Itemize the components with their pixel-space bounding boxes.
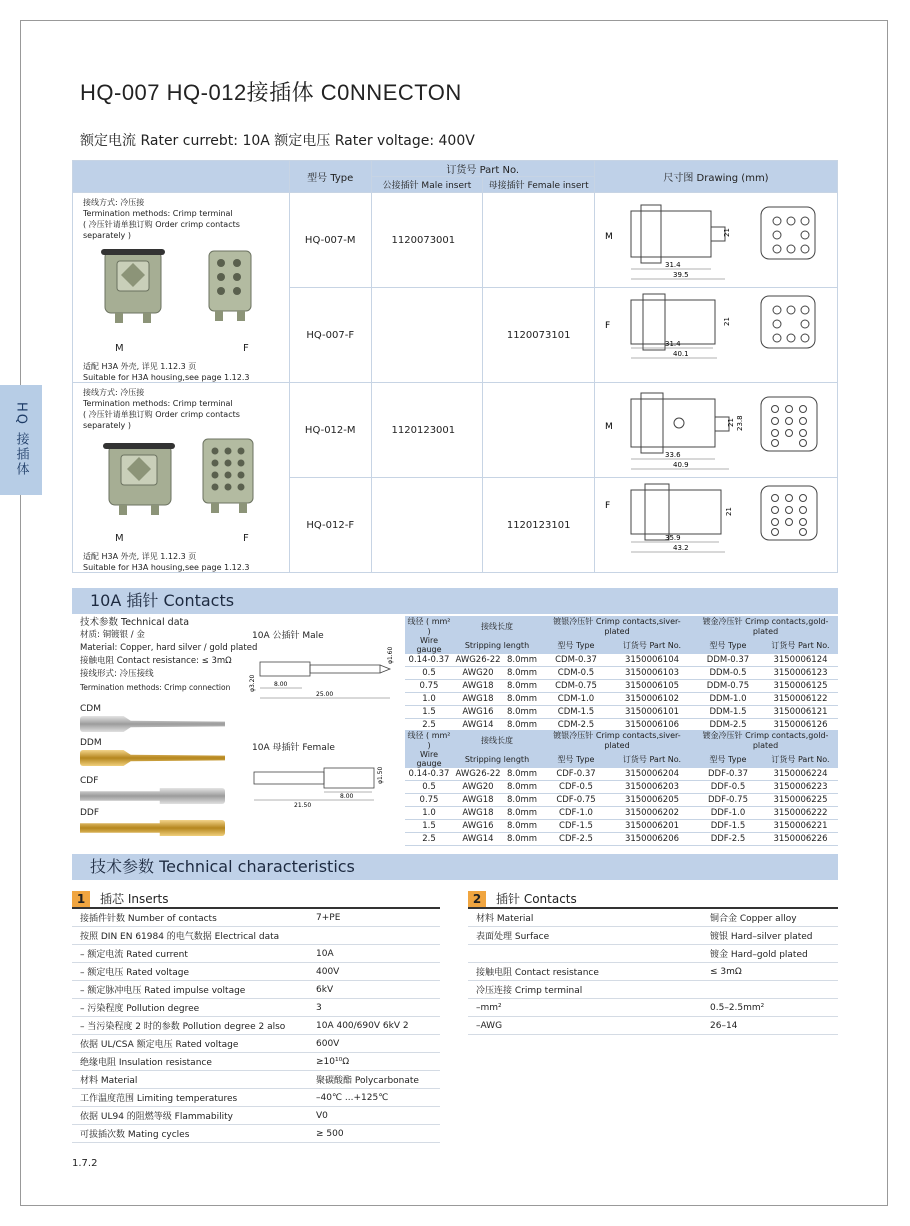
spec-row xyxy=(72,1125,440,1143)
contact-cell: 3150006224 xyxy=(763,768,838,781)
female-pin-drawing xyxy=(244,752,404,808)
male-drawing-title: 10A 公插针 Male xyxy=(252,631,324,641)
spec-label: 绝缘电阻 Insulation resistance xyxy=(72,1053,308,1071)
contact-cell: 3150006222 xyxy=(763,807,838,820)
contact-cell: DDM-0.75 xyxy=(693,680,763,693)
header-blank xyxy=(73,161,290,193)
male-part-cell xyxy=(371,288,483,383)
spec-label: 工作温度范围 Limiting temperatures xyxy=(72,1089,308,1107)
male-part-cell xyxy=(371,478,483,573)
contact-cell: 8.0mm xyxy=(503,706,541,719)
spec-row xyxy=(72,1017,440,1035)
inserts-table xyxy=(72,909,440,1143)
contact-cell: 0.75 xyxy=(405,680,453,693)
contact-cell: AWG18 xyxy=(453,807,503,820)
contact-cell: 8.0mm xyxy=(503,781,541,794)
contact-cell: DDF-1.0 xyxy=(693,807,763,820)
svg-text:8.00: 8.00 xyxy=(340,793,354,800)
pin-label-cdm: CDM xyxy=(80,704,101,714)
contact-row xyxy=(405,794,838,807)
contacts-spec-heading: 2 插针 Contacts xyxy=(468,890,577,907)
drawing-cell xyxy=(594,478,837,573)
header-order: 订货号 Part No. xyxy=(371,161,594,177)
contact-cell: 8.0mm xyxy=(503,693,541,706)
contact-cell: CDF-1.0 xyxy=(541,807,611,820)
spec-value: 600V xyxy=(308,1035,440,1053)
female-drawing-title: 10A 母插针 Female xyxy=(252,743,335,753)
contact-cell: 3150006102 xyxy=(611,693,693,706)
spec-value: 26–14 xyxy=(702,1017,838,1035)
drawing-hq007-f xyxy=(595,288,837,382)
spec-value: 400V xyxy=(308,963,440,981)
contact-cell: 3150006205 xyxy=(611,794,693,807)
table-row xyxy=(73,193,838,288)
label-f: F xyxy=(243,343,249,354)
th-type: 型号 Type xyxy=(709,640,747,650)
svg-text:40.9: 40.9 xyxy=(672,461,689,469)
female-part-cell: 1120123101 xyxy=(483,478,595,573)
contact-cell: 8.0mm xyxy=(503,667,541,680)
spec-row xyxy=(468,963,838,981)
svg-text:21: 21 xyxy=(722,317,731,326)
contact-cell: 3150006124 xyxy=(763,654,838,667)
th-type: 型号 Type xyxy=(709,754,747,764)
contact-cell: 3150006103 xyxy=(611,667,693,680)
contact-cell: 0.75 xyxy=(405,794,453,807)
contact-cell: AWG16 xyxy=(453,706,503,719)
contact-row xyxy=(405,833,838,846)
tech-band: 技术参数 Technical characteristics xyxy=(72,854,838,880)
drawing-cell xyxy=(594,383,837,478)
contact-cell: AWG14 xyxy=(453,833,503,846)
contact-cell: 8.0mm xyxy=(503,680,541,693)
spec-label: –AWG xyxy=(468,1017,702,1035)
table-row xyxy=(73,383,838,478)
spec-row xyxy=(468,927,838,945)
th-strip2: Stripping length xyxy=(464,640,530,650)
svg-text:M: M xyxy=(604,232,613,242)
header-male: 公接插针 Male insert xyxy=(371,177,483,193)
male-pin-drawing xyxy=(244,640,404,706)
contact-cell: 3150006204 xyxy=(611,768,693,781)
spec-row xyxy=(468,909,838,927)
contact-cell: 8.0mm xyxy=(503,820,541,833)
spec-value: ≥ 500 xyxy=(308,1125,440,1143)
contact-cell: DDM-2.5 xyxy=(693,719,763,732)
spec-label: – 额定电流 Rated current xyxy=(72,945,308,963)
th-silver: 镀银冷压针 Crimp contacts,siver-plated xyxy=(553,731,681,750)
contact-cell: 8.0mm xyxy=(503,719,541,732)
contact-cell: 1.5 xyxy=(405,706,453,719)
spec-value: 镀银 Hard–silver plated xyxy=(702,927,838,945)
contact-cell: CDM-0.37 xyxy=(541,654,611,667)
hq007-insert-photo xyxy=(87,241,287,331)
spec-label: 依据 UL94 的阻燃等级 Flammability xyxy=(72,1107,308,1125)
contact-cell: AWG14 xyxy=(453,719,503,732)
contact-cell: CDF-0.5 xyxy=(541,781,611,794)
contact-cell: 3150006203 xyxy=(611,781,693,794)
spec-row xyxy=(468,1017,838,1035)
male-part-cell: 1120123001 xyxy=(371,383,483,478)
contact-row xyxy=(405,706,838,719)
contact-row xyxy=(405,654,838,667)
contact-cell: 0.14-0.37 xyxy=(405,654,453,667)
th-part: 订货号 Part No. xyxy=(771,754,830,764)
contact-cell: 3150006226 xyxy=(763,833,838,846)
spec-label: – 当污染程度 2 时的参数 Pollution degree 2 also xyxy=(72,1017,308,1035)
th-gold: 镀金冷压针 Crimp contacts,gold-plated xyxy=(702,617,829,636)
svg-text:φ1.50: φ1.50 xyxy=(377,766,384,784)
th-part: 订货号 Part No. xyxy=(771,640,830,650)
contact-cell: 3150006125 xyxy=(763,680,838,693)
spec-row xyxy=(468,945,838,963)
svg-text:31.4: 31.4 xyxy=(664,340,681,348)
spec-row xyxy=(72,909,440,927)
contact-cell: 0.14-0.37 xyxy=(405,768,453,781)
svg-text:35.9: 35.9 xyxy=(664,534,681,542)
male-part-cell: 1120073001 xyxy=(371,193,483,288)
contact-cell: 3150006121 xyxy=(763,706,838,719)
spec-label xyxy=(468,945,702,963)
contact-cell: DDF-0.37 xyxy=(693,768,763,781)
contact-cell: DDM-0.37 xyxy=(693,654,763,667)
svg-text:F: F xyxy=(604,321,611,331)
contact-cell: 3150006122 xyxy=(763,693,838,706)
spec-value: 10A 400/690V 6kV 2 xyxy=(308,1017,440,1035)
svg-text:φ3.20: φ3.20 xyxy=(249,674,256,692)
housing-note: 适配 H3A 外壳, 详见 1.12.3 页 Suitable for H3A housing,see page 1.12.3 xyxy=(83,362,250,382)
female-part-cell: 1120073101 xyxy=(483,288,595,383)
contact-cell: AWG18 xyxy=(453,680,503,693)
type-cell: HQ-012-F xyxy=(289,478,371,573)
contact-cell: 1.0 xyxy=(405,807,453,820)
spec-row xyxy=(72,1107,440,1125)
contact-cell: DDF-0.5 xyxy=(693,781,763,794)
drawing-hq012-f xyxy=(595,478,837,572)
spec-row xyxy=(468,981,838,999)
contact-cell: CDM-2.5 xyxy=(541,719,611,732)
contact-cell: 3150006225 xyxy=(763,794,838,807)
svg-text:43.2: 43.2 xyxy=(672,544,689,552)
spec-row xyxy=(72,1071,440,1089)
spec-value: 3 xyxy=(308,999,440,1017)
svg-text:23.8: 23.8 xyxy=(735,415,744,431)
contact-cell: AWG26-22 xyxy=(453,768,503,781)
spec-value xyxy=(308,927,440,945)
contact-cell: 8.0mm xyxy=(503,654,541,667)
female-part-cell xyxy=(483,383,595,478)
female-part-cell xyxy=(483,193,595,288)
spec-row xyxy=(72,999,440,1017)
th-wire: 线径 ( mm² ) xyxy=(407,617,451,636)
contact-cell: AWG20 xyxy=(453,781,503,794)
header-type: 型号 Type xyxy=(289,161,371,193)
label-m: M xyxy=(115,343,124,354)
header-female: 母接插针 Female insert xyxy=(483,177,595,193)
pin-label-ddf: DDF xyxy=(80,808,100,818)
contact-cell: AWG16 xyxy=(453,820,503,833)
spec-row xyxy=(72,963,440,981)
contact-cell: CDF-0.75 xyxy=(541,794,611,807)
contact-cell: CDM-1.5 xyxy=(541,706,611,719)
svg-text:M: M xyxy=(604,422,613,432)
contact-cell: AWG26-22 xyxy=(453,654,503,667)
contact-cell: CDF-2.5 xyxy=(541,833,611,846)
th-wire2: Wire gauge xyxy=(416,750,442,768)
label-m: M xyxy=(115,533,124,544)
drawing-hq012-m xyxy=(595,383,837,477)
svg-text:21.50: 21.50 xyxy=(294,802,312,808)
type-cell: HQ-012-M xyxy=(289,383,371,478)
contact-cell: DDF-2.5 xyxy=(693,833,763,846)
spec-row xyxy=(72,1089,440,1107)
spec-row xyxy=(468,999,838,1017)
drawing-cell xyxy=(594,193,837,288)
contacts-table-male xyxy=(405,616,838,732)
spec-label: – 额定电压 Rated voltage xyxy=(72,963,308,981)
spec-label: 表面处理 Surface xyxy=(468,927,702,945)
contact-cell: 1.5 xyxy=(405,820,453,833)
svg-text:39.5: 39.5 xyxy=(672,271,689,279)
contact-cell: 3150006101 xyxy=(611,706,693,719)
spec-label: 冷压连接 Crimp terminal xyxy=(468,981,702,999)
contact-cell: 0.5 xyxy=(405,667,453,680)
svg-text:31.4: 31.4 xyxy=(664,261,681,269)
spec-label: 接触电阻 Contact resistance xyxy=(468,963,702,981)
contact-cell: 3150006123 xyxy=(763,667,838,680)
spec-label: 接插件针数 Number of contacts xyxy=(72,909,308,927)
th-wire2: Wire gauge xyxy=(416,636,442,654)
contact-cell: 3150006106 xyxy=(611,719,693,732)
contact-cell: 0.5 xyxy=(405,781,453,794)
spec-label: – 污染程度 Pollution degree xyxy=(72,999,308,1017)
contact-cell: CDF-1.5 xyxy=(541,820,611,833)
pin-label-cdf: CDF xyxy=(80,776,99,786)
spec-value: 铜合金 Copper alloy xyxy=(702,909,838,927)
contact-cell: 3150006126 xyxy=(763,719,838,732)
spec-row xyxy=(72,981,440,999)
rating-line: 额定电流 Rater currebt: 10A 额定电压 Rater voltage: 400V xyxy=(80,133,475,149)
spec-value: V0 xyxy=(308,1107,440,1125)
contact-cell: 3150006105 xyxy=(611,680,693,693)
contact-row xyxy=(405,680,838,693)
contact-cell: CDF-0.37 xyxy=(541,768,611,781)
contact-cell: 3150006221 xyxy=(763,820,838,833)
label-f: F xyxy=(243,533,249,544)
contact-cell: DDM-0.5 xyxy=(693,667,763,680)
spec-value: 聚碳酸酯 Polycarbonate xyxy=(308,1071,440,1089)
housing-note: 适配 H3A 外壳, 详见 1.12.3 页 Suitable for H3A housing,see page 1.12.3 xyxy=(83,552,250,572)
contact-row xyxy=(405,807,838,820)
contact-row xyxy=(405,693,838,706)
contacts-table-female xyxy=(405,730,838,846)
spec-label: 依据 UL/CSA 额定电压 Rated voltage xyxy=(72,1035,308,1053)
th-strip: 接线长度 xyxy=(481,735,513,745)
th-part: 订货号 Part No. xyxy=(622,754,682,764)
inserts-heading: 1 插芯 Inserts xyxy=(72,890,169,907)
contact-cell: 8.0mm xyxy=(503,794,541,807)
group-description: 接线方式: 冷压接 Termination methods: Crimp terminal ( 冷压针请单独订购 Order crimp contacts separately ) M F 适配 H3A 外壳, 详见 1.12.3 页 Suitable for H3A housing,see page 1.12.3 xyxy=(73,383,290,573)
spec-value: 7+PE xyxy=(308,909,440,927)
contact-cell: 3150006201 xyxy=(611,820,693,833)
spec-value: 镀金 Hard–gold plated xyxy=(702,945,838,963)
drawing-cell xyxy=(594,288,837,383)
header-drawing: 尺寸图 Drawing (mm) xyxy=(594,161,837,193)
spec-label: 材料 Material xyxy=(72,1071,308,1089)
th-strip2: Stripping length xyxy=(464,754,530,764)
page-title: HQ-007 HQ-012接插体 C0NNECTON xyxy=(80,80,462,105)
svg-text:φ1.60: φ1.60 xyxy=(387,646,394,664)
th-type: 型号 Type xyxy=(557,640,595,650)
svg-text:21: 21 xyxy=(722,228,731,237)
th-strip: 接线长度 xyxy=(481,621,513,631)
spec-row xyxy=(72,945,440,963)
contact-row xyxy=(405,781,838,794)
type-cell: HQ-007-M xyxy=(289,193,371,288)
th-silver: 镀银冷压针 Crimp contacts,siver-plated xyxy=(553,617,681,636)
contact-cell: CDM-0.75 xyxy=(541,680,611,693)
th-type: 型号 Type xyxy=(557,754,595,764)
spec-value: 0.5–2.5mm² xyxy=(702,999,838,1017)
contact-cell: DDF-1.5 xyxy=(693,820,763,833)
contact-cell: 1.0 xyxy=(405,693,453,706)
contact-cell: 3150006202 xyxy=(611,807,693,820)
contact-cell: DDM-1.0 xyxy=(693,693,763,706)
contact-row xyxy=(405,667,838,680)
contact-cell: 3150006223 xyxy=(763,781,838,794)
contact-cell: CDM-0.5 xyxy=(541,667,611,680)
pin-label-ddm: DDM xyxy=(80,738,102,748)
spec-row xyxy=(72,1035,440,1053)
contact-cell: CDM-1.0 xyxy=(541,693,611,706)
sidebar-tab: HQ 接插体 xyxy=(0,385,42,495)
contact-row xyxy=(405,768,838,781)
contact-cell: 3150006206 xyxy=(611,833,693,846)
contact-cell: AWG18 xyxy=(453,794,503,807)
svg-text:8.00: 8.00 xyxy=(274,681,288,688)
contact-cell: DDM-1.5 xyxy=(693,706,763,719)
contact-cell: 8.0mm xyxy=(503,807,541,820)
svg-text:40.1: 40.1 xyxy=(672,350,689,358)
type-cell: HQ-007-F xyxy=(289,288,371,383)
contact-row xyxy=(405,820,838,833)
contact-cell: DDF-0.75 xyxy=(693,794,763,807)
spec-label: –mm² xyxy=(468,999,702,1017)
group-description: 接线方式: 冷压接 Termination methods: Crimp terminal ( 冷压针请单独订购 Order crimp contacts separately ) M F 适配 H3A 外壳, 详见 1.12.3 页 Suitable for H3A housing,see page 1.12.3 xyxy=(73,193,290,383)
contact-cell: 8.0mm xyxy=(503,768,541,781)
contacts-band: 10A 插针 Contacts xyxy=(72,588,838,614)
svg-text:25.00: 25.00 xyxy=(316,691,334,698)
th-gold: 镀金冷压针 Crimp contacts,gold-plated xyxy=(702,731,829,750)
spec-row xyxy=(72,1053,440,1071)
contacts-spec-table xyxy=(468,909,838,1035)
contact-cell: 3150006104 xyxy=(611,654,693,667)
svg-text:21: 21 xyxy=(726,418,735,427)
contact-cell: AWG20 xyxy=(453,667,503,680)
th-part: 订货号 Part No. xyxy=(622,640,682,650)
svg-text:21: 21 xyxy=(724,507,733,516)
drawing-hq007-m xyxy=(595,193,837,287)
contact-cell: 2.5 xyxy=(405,833,453,846)
spec-value: –40℃ ...+125℃ xyxy=(308,1089,440,1107)
spec-label: 按照 DIN EN 61984 的电气数据 Electrical data xyxy=(72,927,308,945)
spec-value: 10A xyxy=(308,945,440,963)
spec-label: 材料 Material xyxy=(468,909,702,927)
spec-value: ≤ 3mΩ xyxy=(702,963,838,981)
svg-text:F: F xyxy=(604,501,611,511)
contact-cell: 2.5 xyxy=(405,719,453,732)
spec-row xyxy=(72,927,440,945)
hq012-insert-photo xyxy=(87,431,287,521)
spec-value: ≥10¹⁰Ω xyxy=(308,1053,440,1071)
th-wire: 线径 ( mm² ) xyxy=(407,731,451,750)
spec-value: 6kV xyxy=(308,981,440,999)
spec-value xyxy=(702,981,838,999)
contact-cell: 8.0mm xyxy=(503,833,541,846)
product-table xyxy=(72,160,838,573)
spec-label: 可拔插次数 Mating cycles xyxy=(72,1125,308,1143)
contact-cell: AWG18 xyxy=(453,693,503,706)
svg-text:33.6: 33.6 xyxy=(664,451,681,459)
contacts-tech-data: 技术参数 Technical data 材质: 铜镀银 / 金 Material: Copper, hard silver / gold plated 接触电阻 Contact resistance: ≤ 3mΩ 接线形式: 冷压接线 Termination methods: Crimp connection xyxy=(80,617,258,692)
page-number: 1.7.2 xyxy=(72,1158,98,1169)
spec-label: – 额定脉冲电压 Rated impulse voltage xyxy=(72,981,308,999)
